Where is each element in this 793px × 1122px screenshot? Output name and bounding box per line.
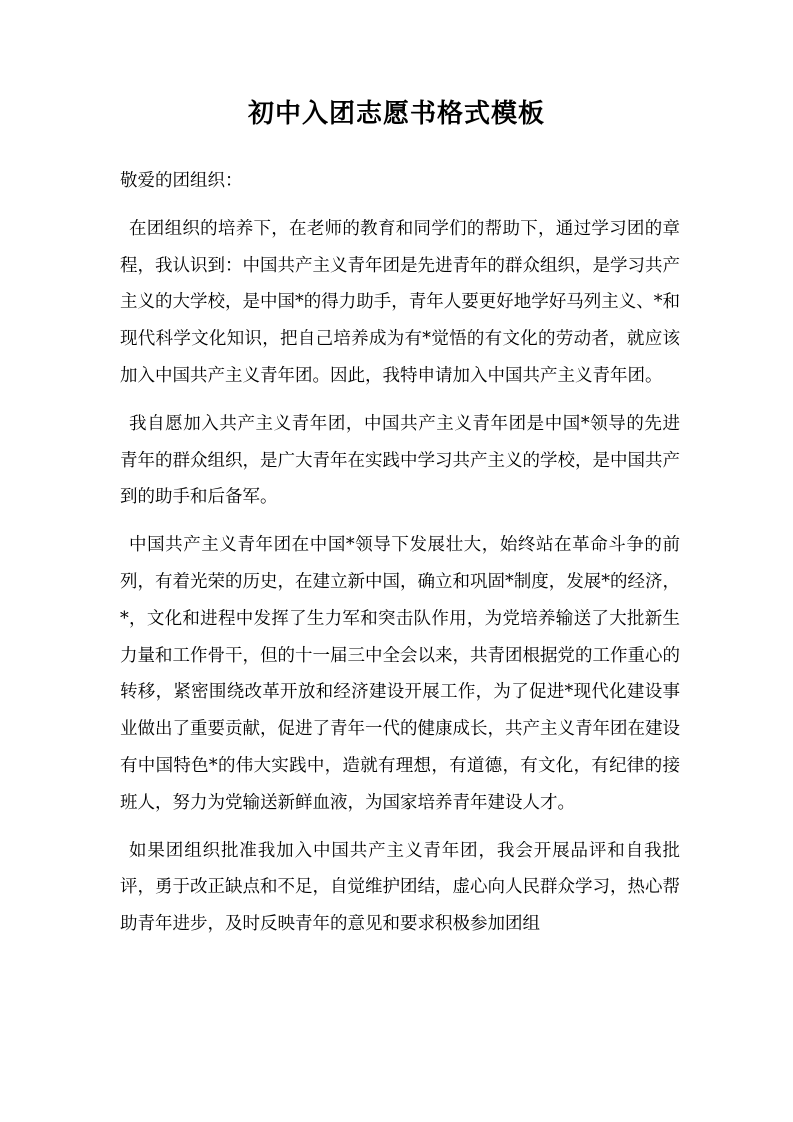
paragraph-3: 中国共产主义青年团在中国*领导下发展壮大，始终站在革命斗争的前列，有着光荣的历史，在建立新中国，确立和巩固*制度，发展*的经济，*，文化和进程中发挥了生力军和突击队作用，为党培养输送了大批新生力量和工作骨干，但的十一届三中全会以来，共青团根据党的工作重心的转移，紧密围绕改革开放和经济建设开展工作，为了促进*现代化建设事业做出了重要贡献，促进了青年一代的健康成长，共产主义青年团在建设有中国特色*的伟大实践中，造就有理想，有道德，有文化，有纪律的接班人，努力为党输送新鲜血液，为国家培养青年建设人才。 [120, 535, 680, 813]
paragraph-4: 如果团组织批准我加入中国共产主义青年团，我会开展品评和自我批评，勇于改正缺点和不足，自觉维护团结，虚心向人民群众学习，热心帮助青年进步，及时反映青年的意见和要求积极参加团组 [120, 840, 680, 935]
document-title: 初中入团志愿书格式模板 [247, 99, 545, 129]
paragraph-1: 在团组织的培养下，在老师的教育和同学们的帮助下，通过学习团的章程，我认识到：中国共产主义青年团是先进青年的群众组织，是学习共产主义的大学校，是中国*的得力助手，青年人要更好地学好马列主义、*和现代科学文化知识，把自己培养成为有*觉悟的有文化的劳动者，就应该加入中国共产主义青年团。因此，我特申请加入中国共产主义青年团。 [120, 218, 680, 386]
salutation: 敬爱的团组织： [120, 171, 243, 191]
paragraph-2: 我自愿加入共产主义青年团，中国共产主义青年团是中国*领导的先进青年的群众组织，是广大青年在实践中学习共产主义的学校，是中国共产到的助手和后备军。 [120, 413, 680, 508]
document-body [120, 163, 680, 954]
